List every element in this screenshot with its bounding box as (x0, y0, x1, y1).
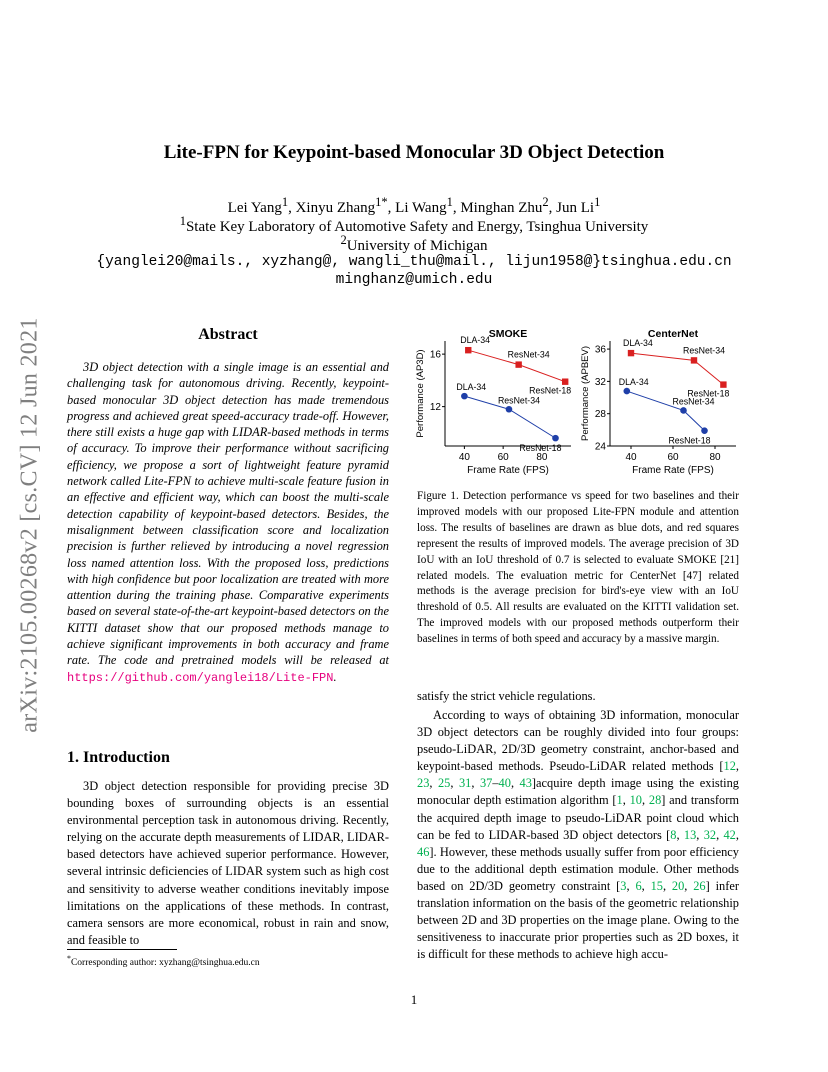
affil-sup: 1 (179, 214, 186, 228)
page-number: 1 (410, 992, 418, 1007)
chart-title: CenterNet (647, 328, 699, 340)
text-run: – (492, 776, 499, 791)
citation[interactable]: 32 (703, 827, 717, 842)
footnote-mark: * (67, 954, 71, 963)
author-sup: 1* (375, 195, 388, 209)
citation[interactable]: 3 (620, 878, 627, 893)
y-tick-label: 24 (594, 441, 606, 453)
text-run: , (641, 878, 651, 893)
citation[interactable]: 40 (498, 776, 511, 791)
data-point (506, 406, 513, 413)
figure-1-charts (410, 326, 742, 476)
y-tick-label: 16 (429, 349, 441, 361)
affiliation-2 (0, 233, 828, 255)
figure-1 (410, 326, 742, 476)
citation[interactable]: 23 (417, 776, 430, 791)
abstract-end: . (333, 669, 337, 684)
data-point (461, 393, 468, 400)
data-point (515, 361, 521, 367)
citation[interactable]: 12 (723, 759, 736, 774)
point-label: DLA-34 (460, 335, 491, 346)
right-column-paragraph (417, 707, 739, 963)
footnote-text: Corresponding author: xyzhang@tsinghua.edu.cn (70, 958, 260, 969)
x-tick-label: 80 (536, 452, 548, 463)
x-tick-label: 60 (497, 452, 509, 463)
point-label: ResNet-34 (672, 396, 715, 407)
text-run: , (471, 776, 480, 791)
abstract-body (67, 359, 389, 686)
chart-title: SMOKE (488, 328, 528, 340)
author: , Li Wang (387, 200, 447, 216)
point-label: ResNet-18 (687, 388, 730, 399)
author-sup: 2 (542, 195, 549, 209)
text-run: , (684, 878, 694, 893)
y-tick-label: 36 (594, 344, 606, 356)
point-label: ResNet-34 (507, 349, 550, 360)
email-line-1: {yanglei20@mails., xyzhang@, wangli_thu@mail., lijun1958@}tsinghua.edu.cn (96, 254, 732, 270)
text-run: ]. However, these methods usually suffer from poor efficiency due to the additional depth estimation module. Other methods based on 2D/3D geometry constraint [ (417, 844, 739, 893)
text-run: , (622, 793, 630, 808)
point-label: ResNet-18 (529, 385, 572, 396)
paper-title: Lite-FPN for Keypoint-based Monocular 3D Object Detection (163, 142, 665, 163)
text-run: ] infer translation information on the basis of the geometric relationship between 2D and 3D properties on the image plane. Owing to the sensitiveness to inaccurate prior properties such as 2D boxes, it is difficult for these methods to achieve high accu- (417, 878, 739, 962)
citation[interactable]: 46 (417, 844, 430, 859)
footnote-rule (67, 949, 177, 950)
text-run: , (696, 827, 704, 842)
text-run: , (510, 776, 520, 791)
arxiv-id: arXiv:2105.00268v2 [cs.CV] 12 Jun 2021 (16, 317, 43, 733)
author: , Xinyu Zhang (288, 200, 376, 216)
text-run: , (626, 878, 636, 893)
x-tick-label: 60 (667, 452, 679, 463)
right-column-line: satisfy the strict vehicle regulations. (417, 689, 596, 703)
abstract-text: 3D object detection with a single image is an essential and challenging task for autonomous driving. Recently, keypoint-based monocular 3D object detection has made tremendous progress and achieved great speed-accuracy trade-off. However, there still exists a huge gap with LIDAR-based methods in terms of accuracy. To improve their performance without sacrificing efficiency, we propose a sort of lightweight feature pyramid network called Lite-FPN to achieve multi-scale feature fusion in an effective and efficient way, which can boost the multi-scale detection capability of keypoint-based detectors. Besides, the misalignment between classification score and localization precision is further relieved by introducing a novel regression loss named attention loss. With the proposed loss, predictions with high confidence but poor localization are treated with more attention during the training phase. Comparative experiments based on several state-of-the-art keypoint-based detectors on the KITTI dataset show that our proposed methods manage to achieve significant improvements in both accuracy and frame rate. The code and pretrained models will be released at (67, 360, 389, 668)
footnote (67, 954, 389, 968)
data-point (691, 357, 697, 363)
point-label: DLA-34 (618, 377, 649, 388)
citation[interactable]: 8 (670, 827, 677, 842)
citation[interactable]: 6 (635, 878, 642, 893)
citation[interactable]: 31 (458, 776, 472, 791)
data-point (465, 347, 471, 353)
x-axis-label: Frame Rate (FPS) (632, 465, 714, 476)
section-heading-introduction: 1. Introduction (67, 749, 170, 766)
citation[interactable]: 28 (648, 793, 662, 808)
citation[interactable]: 37 (479, 776, 493, 791)
text-run: , (676, 827, 684, 842)
author: , Minghan Zhu (452, 200, 543, 216)
citation[interactable]: 26 (693, 878, 706, 893)
x-tick-label: 40 (458, 452, 470, 463)
text-run: , (450, 776, 459, 791)
author: Lei Yang (227, 200, 282, 216)
data-point (720, 381, 726, 387)
point-label: DLA-34 (623, 338, 653, 349)
email-line-2: minghanz@umich.edu (335, 272, 493, 288)
data-point (552, 435, 559, 442)
text-run: , (642, 793, 649, 808)
y-axis-label: Performance (AP3D) (415, 349, 426, 438)
text-run: According to ways of obtaining 3D information, monocular 3D object detectors can be roughly divided into four groups: pseudo-LiDAR, 2D/3D geometry constraint, anchor-based and keypoint-based methods. Pseudo-LiDAR related methods [ (417, 708, 739, 774)
y-tick-label: 12 (429, 402, 441, 414)
y-tick-label: 28 (594, 409, 606, 421)
x-tick-label: 40 (625, 452, 637, 463)
intro-paragraph: 3D object detection responsible for providing precise 3D bounding boxes of surrounding objects is an essential environmental perception task in autonomous driving. Recently, relying on the accurate depth measurements of LIDAR, LIDAR-based detectors have achieved superior performance. However, several intrinsic deficiencies of LIDAR system such as high cost and sensitivity to adverse weather conditions inevitably impose limitations on the applications of these methods. In contrast, camera sensors are more economical, robust in rain and snow, and feasible to (67, 779, 389, 947)
affil-sup: 2 (340, 233, 347, 247)
citation[interactable]: 10 (629, 793, 642, 808)
affil-text: University of Michigan (346, 238, 488, 254)
author-sup: 1 (446, 195, 453, 209)
point-label: ResNet-18 (519, 443, 562, 454)
point-label: ResNet-34 (682, 345, 726, 356)
text-run: , (429, 776, 438, 791)
arxiv-stamp (10, 290, 50, 760)
abstract-heading: Abstract (198, 326, 258, 343)
text-run: ]acquire depth image using the existing monocular depth estimation algorithm [ (417, 776, 739, 808)
citation[interactable]: 13 (683, 827, 697, 842)
citation[interactable]: 25 (437, 776, 451, 791)
x-axis-label: Frame Rate (FPS) (467, 465, 549, 476)
text-run: , (735, 827, 739, 842)
data-point (562, 378, 568, 384)
citation[interactable]: 42 (723, 827, 736, 842)
point-label: DLA-34 (456, 382, 487, 393)
author: , Jun Li (548, 200, 595, 216)
code-link[interactable]: https://github.com/yanglei18/Lite-FPN (67, 670, 334, 685)
citation[interactable]: 43 (519, 776, 532, 791)
y-axis-label: Performance (APBEV) (580, 345, 591, 442)
data-point (624, 388, 631, 395)
author-sup: 1 (594, 195, 601, 209)
x-tick-label: 80 (709, 452, 721, 463)
data-point (680, 407, 687, 414)
point-label: ResNet-34 (497, 395, 541, 406)
affil-text: State Key Laboratory of Automotive Safety and Energy, Tsinghua University (185, 219, 649, 235)
y-tick-label: 32 (594, 376, 606, 388)
citation[interactable]: 1 (616, 793, 623, 808)
point-label: ResNet-18 (668, 435, 711, 446)
citation[interactable]: 15 (650, 878, 663, 893)
text-run: , (716, 827, 724, 842)
text-run: , (735, 759, 739, 774)
data-point (628, 350, 634, 356)
data-point (701, 427, 708, 434)
figure-caption: Figure 1. Detection performance vs speed for two baselines and their improved models with our proposed Lite-FPN module and attention loss. The results of baselines are drawn as blue dots, and red squares represent the results of improved models. The average precision of 3D IoU with an IoU threshold of 0.7 is selected to evaluate SMOKE [21] related models. The evaluation metric for CenterNet [47] related methods is the average precision for bird's-eye view with an IoU threshold of 0.5. All results are evaluated on the KITTI validation set. The improved models with our proposed methods outperform their baselines in terms of both speed and accuracy by a massive margin. (417, 490, 739, 646)
text-run: ] and transform the acquired depth image to pseudo-LiDAR point cloud which can be fed to LIDAR-based 3D object detectors [ (417, 793, 739, 842)
author-sup: 1 (281, 195, 289, 209)
text-run: , (662, 878, 672, 893)
citation[interactable]: 20 (671, 878, 685, 893)
